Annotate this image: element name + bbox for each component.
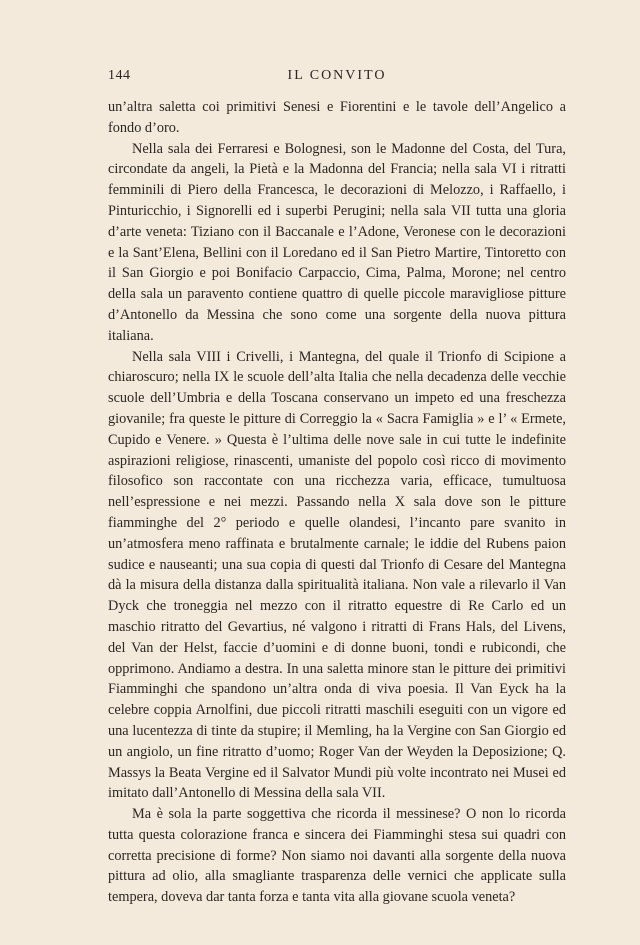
paragraph: Nella sala VIII i Crivelli, i Mantegna, del quale il Trionfo di Scipione a chiaroscuro; nella IX le scuole dell’alta Italia che nella decadenza delle vecchie scuole dell’Umbria e della Toscana conservano un impeto ed una freschezza giovanile; fra queste le pitture di Correggio la « Sacra Famiglia » e l’ « Ermete, Cupido e Venere. » Questa è l’ultima delle nove sale in cui tutte le indefinite aspirazioni religiose, rinascenti, umaniste del popolo così ricco di movimento filosofico son raccontate con una ricchezza varia, efficace, tumultuosa nell’espressione e nei mezzi. Passando nella X sala dove son le pitture fiamminghe del 2° periodo e quelle olandesi, l’incanto pare svanito in un’atmosfera meno raffinata e brutalmente carnale; le iddie del Rubens paion sudice e nauseanti; una sua copia di questi dal Trionfo di Cesare del Mantegna dà la misura della distanza dalla spiritualità italiana. Non vale a rilevarlo il Van Dyck che troneggia nel mezzo con il ritratto equestre di Re Carlo ed un maschio ritratto del Gevartius, né valgono i ritratti di Frans Hals, del Livens, del Van der Helst, faccie d’uomini e di donne buoni, tondi e rubicondi, che opprimono. Andiamo a destra. In una saletta minore stan le pitture dei primitivi Fiamminghi che spandono un’altra onda di viva poesia. Il Van Eyck ha la celebre coppia Arnolfini, due piccoli ritratti maschili eseguiti con un vigore ed una lucentezza di tinte da stupire; il Memling, ha la Vergine con San Giorgio ed un angiolo, un fine ritratto d’uomo; Roger Van der Weyden la Deposizione; Q. Massys la Beata Vergine ed il Salvator Mundi più volte incontrato nei Musei ed imitato dall’Antonello di Messina della sala VII. bbox=[108, 348, 566, 802]
paragraph: Nella sala dei Ferraresi e Bolognesi, son le Madonne del Costa, del Tura, circondate da angeli, la Pietà e la Madonna del Francia; nella sala VI i ritratti femminili di Piero della Francesca, le decorazioni di Melozzo, i Raffaello, i Pinturicchio, i Signorelli ed i superbi Perugini; nella sala VII tutta una gloria d’arte veneta: Tiziano con il Baccanale e l’Adone, Veronese con le decorazioni e la Sant’Elena, Bellini con il Loredano ed il San Pietro Martire, Tintoretto con il San Giorgio e poi Bonifacio Carpaccio, Cima, Palma, Morone; nel centro della sala un paravento contiene quattro di quelle piccole maravigliose pitture d’Antonello da Messina che sono come una sorgente della nuova pittura italiana. bbox=[108, 140, 566, 344]
body-text bbox=[108, 97, 566, 908]
page-number: 144 bbox=[108, 68, 131, 83]
paragraph-continued: un’altra saletta coi primitivi Senesi e Fiorentini e le tavole dell’Angelico a fondo d’oro. bbox=[108, 99, 566, 136]
paragraph: Ma è sola la parte soggettiva che ricorda il messinese? O non lo ricorda tutta questa colorazione franca e sincera dei Fiamminghi stesa sui quadri con corretta precisione di forme? Non siamo noi davanti alla sorgente della nuova pittura ad olio, alla smagliante trasparenza delle vernici che applicate sulla tempera, doveva dar tanta forza e tanta vita alla giovane scuola veneta? bbox=[108, 806, 566, 906]
page-header bbox=[108, 68, 566, 88]
running-title: IL CONVITO bbox=[287, 68, 387, 83]
